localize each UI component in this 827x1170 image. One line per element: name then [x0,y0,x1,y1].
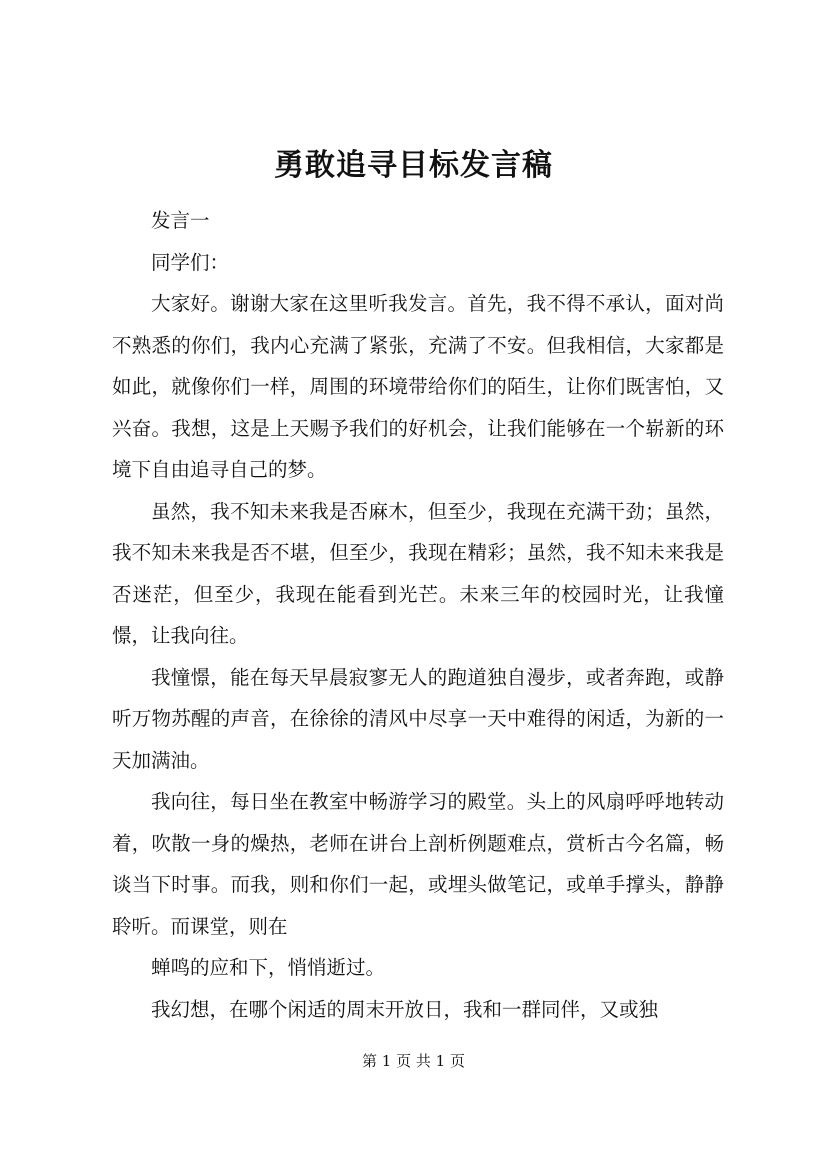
document-title: 勇敢追寻目标发言稿 [274,148,553,183]
paragraph: 我向往，每日坐在教室中畅游学习的殿堂。头上的风扇呼呼地转动着，吹散一身的燥热，老师在讲台上剖析例题难点，赏析古今名篇，畅谈当下时事。而我，则和你们一起，或埋头做笔记，或单手撑头，静静聆听。而课堂，则在 [112,790,724,938]
page-number-footer: 第 1 页 共 1 页 [362,1052,465,1070]
paragraph: 虽然，我不知未来我是否麻木，但至少，我现在充满干劲；虽然，我不知未来我是否不堪，但至少，我现在精彩；虽然，我不知未来我是否迷茫，但至少，我现在能看到光芒。未来三年的校园时光，让我憧憬，让我向往。 [112,499,724,647]
paragraph: 同学们： [151,250,230,274]
paragraph: 我憧憬，能在每天早晨寂寥无人的跑道独自漫步，或者奔跑，或静听万物苏醒的声音，在徐徐的清风中尽享一天中难得的闲适，为新的一天加满油。 [112,665,724,772]
paragraph: 大家好。谢谢大家在这里听我发言。首先，我不得不承认，面对尚不熟悉的你们，我内心充满了紧张，充满了不安。但我相信，大家都是如此，就像你们一样，周围的环境带给你们的陌生，让你们既害怕，又兴奋。我想，这是上天赐予我们的好机会，让我们能够在一个崭新的环境下自由追寻自己的梦。 [112,292,724,481]
paragraph: 我幻想，在哪个闲适的周末开放日，我和一群同伴，又或独 [151,997,659,1021]
paragraph: 发言一 [151,209,210,232]
document-body [112,200,724,1030]
paragraph: 蝉鸣的应和下，悄悄逝过。 [151,956,386,979]
